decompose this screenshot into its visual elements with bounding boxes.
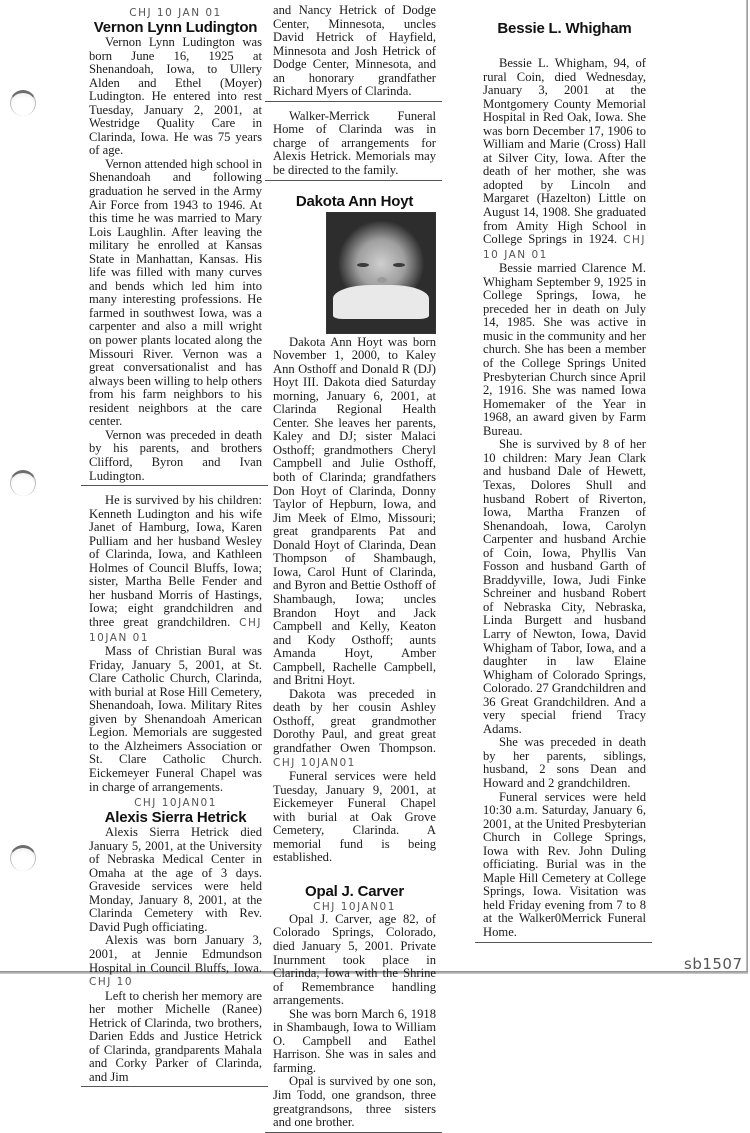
binder-punch-hole <box>10 90 36 116</box>
obituary-title: Dakota Ann Hoyt <box>295 192 414 210</box>
obituary-paragraph: Mass of Christian Bural was Friday, January 5, 2001, at St. Clare Catholic Church, Clarinda, with burial at Rose Hill Cemetery, Shenandoah, Iowa. Military Rites given by Shenandoah American Legion. Memorials are suggested to the Alzheimers Association or St. Clare Catholic Church. Eickemeyer Funeral Chapel was in charge of arrangements. <box>89 644 262 794</box>
column-divider <box>475 942 652 943</box>
column-divider <box>81 485 268 486</box>
column-divider <box>265 101 442 102</box>
handwritten-date-stamp: CHJ 10 <box>89 976 134 989</box>
handwritten-date-stamp: CHJ 10JAN 01 <box>89 616 262 644</box>
column-2 <box>273 4 436 1133</box>
obituary-paragraph: Vernon attended high school in Shenandoah and following graduation he served in the Army Air Force from 1943 to 1946. At this time he was married to Mary Lois Laughlin. After leaving the military he enrolled at Kansas State in Manhattan, Kansas. His life was filled with many curves and bends which led him into many interesting professions. He farmed in southwest Iowa, was a carpenter and also a mill wright on power plants located along the Missouri River. Vernon was a great conversationalist and has always been willing to help others from his farm neighbors to his resident neighbors at the care center. <box>89 156 262 429</box>
binder-punch-hole <box>10 845 36 871</box>
obituary-photo <box>326 212 436 334</box>
obituary-paragraph: Opal J. Carver, age 82, of Colorado Springs, Colorado, died January 5, 2001. Private Inurnment took place in Clarinda, Iowa with the Shrine of Remembrance handling arrangements. <box>273 911 436 1008</box>
obituary-paragraph: Walker-Merrick Funeral Home of Clarinda was in charge of arrangements for Alexis Hetrick. Memorials may be directed to the family. <box>273 108 436 178</box>
obituary-paragraph: Alexis Sierra Hetrick died January 5, 2001, at the University of Nebraska Medical Center in Omaha at the age of 3 days. Graveside services were held Monday, January 8, 2001, at the Clarinda Cemetery with Rev. David Pugh officiating. <box>89 825 262 934</box>
obituary-paragraph: Funeral services were held Tuesday, January 9, 2001, at Eickemeyer Funeral Chapel with burial at Oak Grove Cemetery, Clarinda. A memorial fund is being established. <box>273 769 436 865</box>
obituary-paragraph: Vernon Lynn Ludington was born June 16, 1925 at Shenandoah, Iowa, to Ullery Alden and Ethel (Moyer) Ludington. He entered into rest Tuesday, January 2, 2001, at Westridge Quality Care in Clarinda, Iowa. He was 75 years of age. <box>89 35 262 158</box>
obituary-title: Vernon Lynn Ludington <box>93 19 258 36</box>
column-3 <box>483 20 646 943</box>
obituary-paragraph: Opal is survived by one son, Jim Todd, one grandson, three greatgrandsons, three sisters and one brother. <box>273 1074 436 1130</box>
obituary-paragraph: Bessie married Clarence M. Whigham September 9, 1925 in College Springs, Iowa, he preceded her in death on July 14, 1985. She was active in music in the community and her church. She has been a member of the College Springs United Presbyterian Church since April 2, 1916. She was named Iowa Homemaker of the Year in 1968, an award given by Farm Bureau. <box>483 261 646 438</box>
obituary-paragraph: She was born March 6, 1918 in Shambaugh, Iowa to William O. Campbell and Eathel Harrison. She was in sales and farming. <box>273 1006 436 1075</box>
obituary-title: Bessie L. Whigham <box>497 20 632 37</box>
handwritten-date-stamp: CHJ 10JAN01 <box>273 756 356 769</box>
obituary-paragraph: and Nancy Hetrick of Dodge Center, Minnesota, uncles David Hetrick of Hayfield, Minnesota and Josh Hetrick of Dodge Center, Minnesota, and an honorary grandfather Richard Myers of Clarinda. <box>273 3 436 99</box>
obituary-paragraph: He is survived by his children: Kenneth Ludington and his wife Janet of Hamburg, Iowa, Karen Pulliam and her husband Wesley of Clarinda, Iowa, and Kathleen Holmes of Council Bluffs, Iowa; sister, Martha Belle Fender and her husband Morris of Hastings, Iowa; eight grandchildren and three great grandchildren. CHJ 10JAN 01 <box>89 493 262 644</box>
obituary-paragraph: Dakota Ann Hoyt was born November 1, 2000, to Kaley Ann Osthoff and Donald R (DJ) Hoyt III. Dakota died Saturday morning, January 6, 2001, at Clarinda Regional Health Center. She leaves her parents, Kaley and DJ; sister Malaci Osthoff; grandmothers Cheryl Campbell and Julie Osthoff, both of Clarinda; grandfathers Don Hoyt of Clarinda, Donny Taylor of Hepburn, Iowa, and Jim Meek of Elmo, Missouri; great grandparents Pat and Donald Hoyt of Clarinda, Dean Thompson of Shambaugh, Iowa, Carol Hunt of Clarinda, and Byron and Bettie Osthoff of Shambaugh, Iowa; uncles Brandon Hoyt and Jack Campbell and Kelly, Keaton and Kody Osthoff; aunts Amanda Hoyt, Amber Campbell, Rachelle Campbell, and Britni Hoyt. <box>273 334 436 688</box>
obituary-paragraph: Dakota was preceded in death by her cousin Ashley Osthoff, great grandmother Dorothy Paul, and great great grandfather Owen Thompson. CHJ 10JAN01 <box>273 686 436 769</box>
column-divider <box>81 1086 268 1087</box>
obituary-paragraph: She was preceded in death by her parents, siblings, husband, 2 sons Dean and Howard and 2 grandchildren. <box>483 735 646 790</box>
column-divider <box>265 1132 442 1133</box>
obituary-paragraph: Funeral services were held 10:30 a.m. Saturday, January 6, 2001, at the United Presbyterian Church in College Springs, Iowa with Rev. John Duling officiating. Burial was in the Maple Hill Cemetery at College Springs, Iowa. Visitation was held Friday evening from 7 to 8 at the Walker0Merrick Funeral Home. <box>483 789 646 939</box>
obituary-title: Alexis Sierra Hetrick <box>104 809 247 827</box>
obituary-title: Opal J. Carver <box>305 882 404 900</box>
obituary-paragraph: Bessie L. Whigham, 94, of rural Coin, died Wednesday, January 3, 2001 at the Montgomery County Memorial Hospital in Red Oak, Iowa. She was born December 17, 1906 to William and Marie (Cross) Hall at Silver City, Iowa. After the death of her mother, she was adopted by Lincoln and Margaret (Hazelton) Little on August 14, 1908. She graduated from Amity High School in College Springs in 1924. CHJ 10 JAN 01 <box>483 56 646 261</box>
obituary-paragraph: She is survived by 8 of her 10 children: Mary Jean Clark and husband Dale of Hewett, Texas, Dolores Shull and husband Robert of Riverton, Iowa, Martha Franzen of Shenandoah, Iowa, Carolyn Carpenter and husband Archie of Coin, Iowa, Phyllis Van Fosson and husband Garth of Braddyville, Iowa, Judi Finke Schreiner and husband Robert of Nebraska City, Nebraska, Linda Burgett and husband Larry of Newton, Iowa, David Whigham of Tabor, Iowa, and a daughter in law Elaine Whigham of Colorado Springs, Colorado. 27 Grandchildren and 36 Great Grandchildren. And a very special friend Tracy Adams. <box>483 437 646 736</box>
binder-punch-hole <box>10 470 36 496</box>
handwritten-date-stamp: CHJ 10JAN01 <box>134 797 217 810</box>
column-1 <box>89 6 262 1087</box>
obituary-paragraph: Alexis was born January 3, 2001, at Jennie Edmundson Hospital in Council Bluffs, Iowa. CHJ 10 <box>89 933 262 989</box>
column-divider <box>265 180 442 181</box>
handwritten-date-stamp: CHJ 10 JAN 01 <box>129 7 222 19</box>
page-edge-right <box>746 0 748 974</box>
obituary-paragraph: Left to cherish her memory are her mother Michelle (Ranee) Hetrick of Clarinda, two brothers, Darien Edds and Justice Hetrick of Clarinda, grandparents Mahala and Corky Parker of Clarinda, and Jim <box>89 988 262 1084</box>
obituary-paragraph: Vernon was preceded in death by his parents, and brothers Clifford, Byron and Ivan Ludington. <box>89 427 262 483</box>
handwritten-date-stamp: CHJ 10JAN01 <box>313 900 396 913</box>
handwritten-date-stamp: CHJ 10 JAN 01 <box>483 234 646 261</box>
handwritten-archive-id: sb1507 <box>684 955 743 973</box>
